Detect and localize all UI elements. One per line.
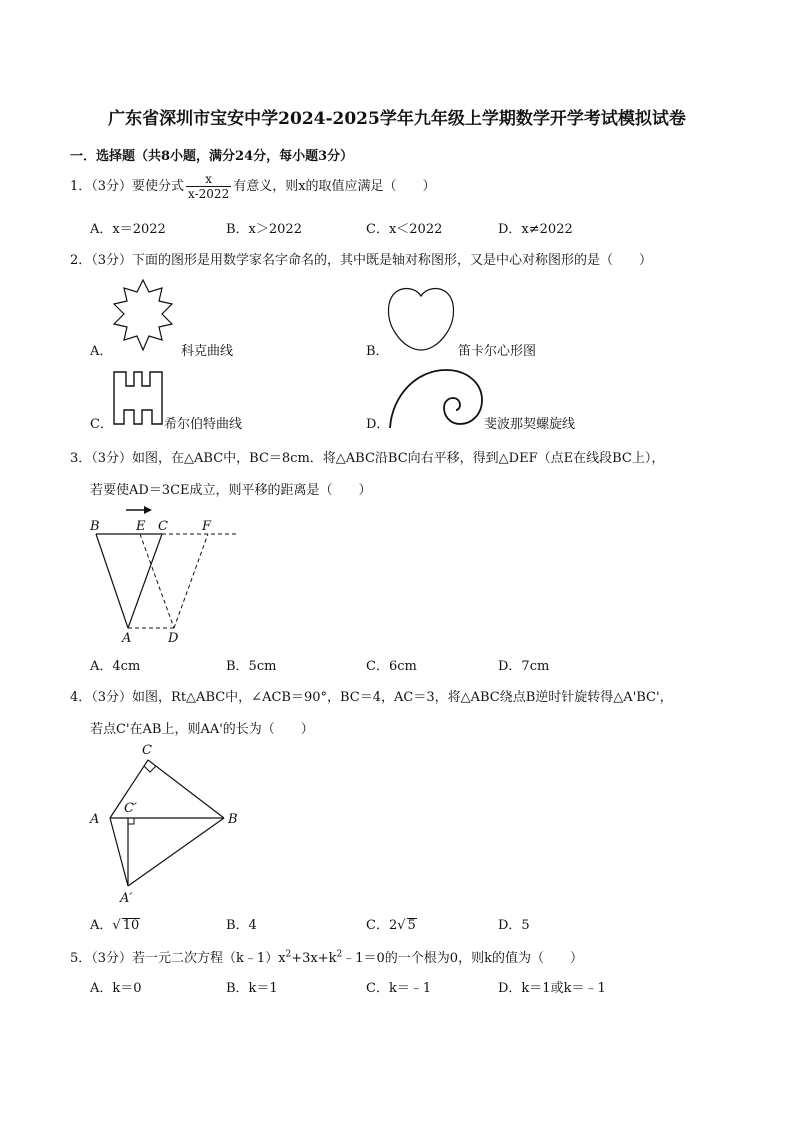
q3-label-a: A	[122, 631, 132, 646]
cardioid-figure	[386, 286, 456, 354]
q4-label-cp: C′	[124, 801, 137, 816]
q2-option-d-letter[interactable]: D．	[366, 417, 390, 432]
q4-option-d[interactable]: D．5	[498, 918, 530, 933]
q4-segment-cb	[148, 760, 224, 818]
q2-option-c-letter[interactable]: C．	[90, 417, 113, 432]
q3-label-b: B	[90, 519, 100, 534]
q2-option-a-letter[interactable]: A．	[90, 344, 113, 359]
q1-frac-denominator: x-2022	[188, 187, 230, 201]
q1-fraction	[186, 172, 231, 201]
q3-label-c: C	[158, 519, 168, 534]
question-3-stem-line1: 3．（3分）如图，在△ABC中，BC＝8cm．将△ABC沿BC向右平移，得到△DEF（点E在线段BC上），	[70, 451, 665, 466]
q3-label-d: D	[168, 631, 179, 646]
q3-segment-ab	[96, 534, 128, 628]
exam-title: 广东省深圳市宝安中学2024-2025学年九年级上学期数学开学考试模拟试卷	[108, 109, 686, 129]
question-2-stem: 2．（3分）下面的图形是用数学家名字命名的，其中既是轴对称图形，又是中心对称图形的是（ ）	[70, 253, 653, 268]
q4-label-a: A	[90, 812, 100, 827]
sqrt-icon: √	[397, 918, 406, 933]
fibonacci-spiral-figure	[386, 366, 486, 430]
q3-arrow-head	[144, 506, 152, 514]
q5-exponent-k: 2	[336, 949, 343, 960]
question-1-stem	[70, 172, 436, 201]
sqrt-icon: √	[112, 918, 121, 933]
q2-option-b-name: 笛卡尔心形图	[458, 344, 537, 359]
q1-option-b[interactable]: B．x＞2022	[226, 222, 302, 237]
q4-rotation-figure	[86, 740, 246, 906]
q5-option-d[interactable]: D．k＝1或k＝﹣1	[498, 981, 606, 996]
q4-label-ap: A′	[120, 891, 133, 906]
question-4-stem-line2: 若点C'在AB上，则AA'的长为（ ）	[90, 722, 314, 737]
q2-option-d-name: 斐波那契螺旋线	[484, 417, 576, 432]
question-4-stem-line1: 4．（3分）如图，Rt△ABC中，∠ACB＝90°，BC＝4，AC＝3，将△ABC绕点B逆时针旋转得△A'BC'，	[70, 690, 673, 705]
q4-option-a-radicand: 10	[122, 918, 140, 933]
q2-option-b-letter[interactable]: B．	[366, 344, 389, 359]
q1-suffix: 有意义，则x的取值应满足（ ）	[233, 179, 436, 194]
hilbert-curve-shape	[114, 372, 162, 424]
q3-option-d[interactable]: D．7cm	[498, 659, 550, 674]
question-3-stem-line2: 若要使AD＝3CE成立，则平移的距离是（ ）	[90, 483, 372, 498]
q3-option-a[interactable]: A．4cm	[90, 659, 141, 674]
q3-segment-df	[174, 534, 208, 628]
q5-option-c[interactable]: C．k＝﹣1	[366, 981, 432, 996]
fibonacci-spiral-shape	[390, 370, 482, 428]
q3-label-e: E	[136, 519, 146, 534]
q4-segment-apb	[128, 818, 224, 886]
q3-option-c[interactable]: C．6cm	[366, 659, 417, 674]
hilbert-curve-figure	[112, 370, 164, 426]
q2-option-c-name: 希尔伯特曲线	[164, 417, 243, 432]
q4-option-a-prefix: A．	[90, 918, 113, 933]
q5-stem-a: 5．（3分）若一元二次方程（k﹣1）x	[70, 951, 286, 966]
q5-stem-c: ﹣1＝0的一个根为0，则k的值为（ ）	[342, 951, 583, 966]
q4-segment-aap	[110, 818, 128, 886]
q5-option-a[interactable]: A．k＝0	[90, 981, 142, 996]
q4-option-c-prefix: C．2	[366, 918, 398, 933]
q5-option-b[interactable]: B．k＝1	[226, 981, 278, 996]
q4-option-c-radicand: 5	[407, 918, 416, 933]
section-heading: 一．选择题（共8小题，满分24分，每小题3分）	[70, 149, 354, 164]
koch-snowflake-shape	[114, 280, 172, 350]
q3-option-b[interactable]: B．5cm	[226, 659, 277, 674]
q2-option-a-name: 科克曲线	[181, 344, 234, 359]
q3-label-f: F	[202, 519, 212, 534]
q4-right-angle-c	[144, 766, 156, 772]
q1-option-d[interactable]: D．x≠2022	[498, 222, 573, 237]
q3-translation-figure	[86, 502, 246, 650]
q1-frac-numerator: x	[186, 172, 231, 187]
q4-label-b: B	[228, 812, 238, 827]
q4-label-c: C	[142, 743, 152, 758]
koch-snowflake-figure	[104, 278, 182, 354]
q1-option-a[interactable]: A．x＝2022	[90, 222, 166, 237]
q4-right-angle-cp	[128, 818, 134, 824]
q1-prefix: 1．（3分）要使分式	[70, 179, 185, 194]
q4-option-c[interactable]	[366, 914, 417, 933]
q1-option-c[interactable]: C．x＜2022	[366, 222, 443, 237]
q5-exponent-x: 2	[285, 949, 292, 960]
q4-option-a[interactable]	[90, 914, 140, 933]
question-5-stem	[70, 947, 583, 966]
q4-option-b[interactable]: B．4	[226, 918, 257, 933]
cardioid-shape	[389, 289, 454, 350]
q5-stem-b: +3x+k	[291, 951, 337, 966]
